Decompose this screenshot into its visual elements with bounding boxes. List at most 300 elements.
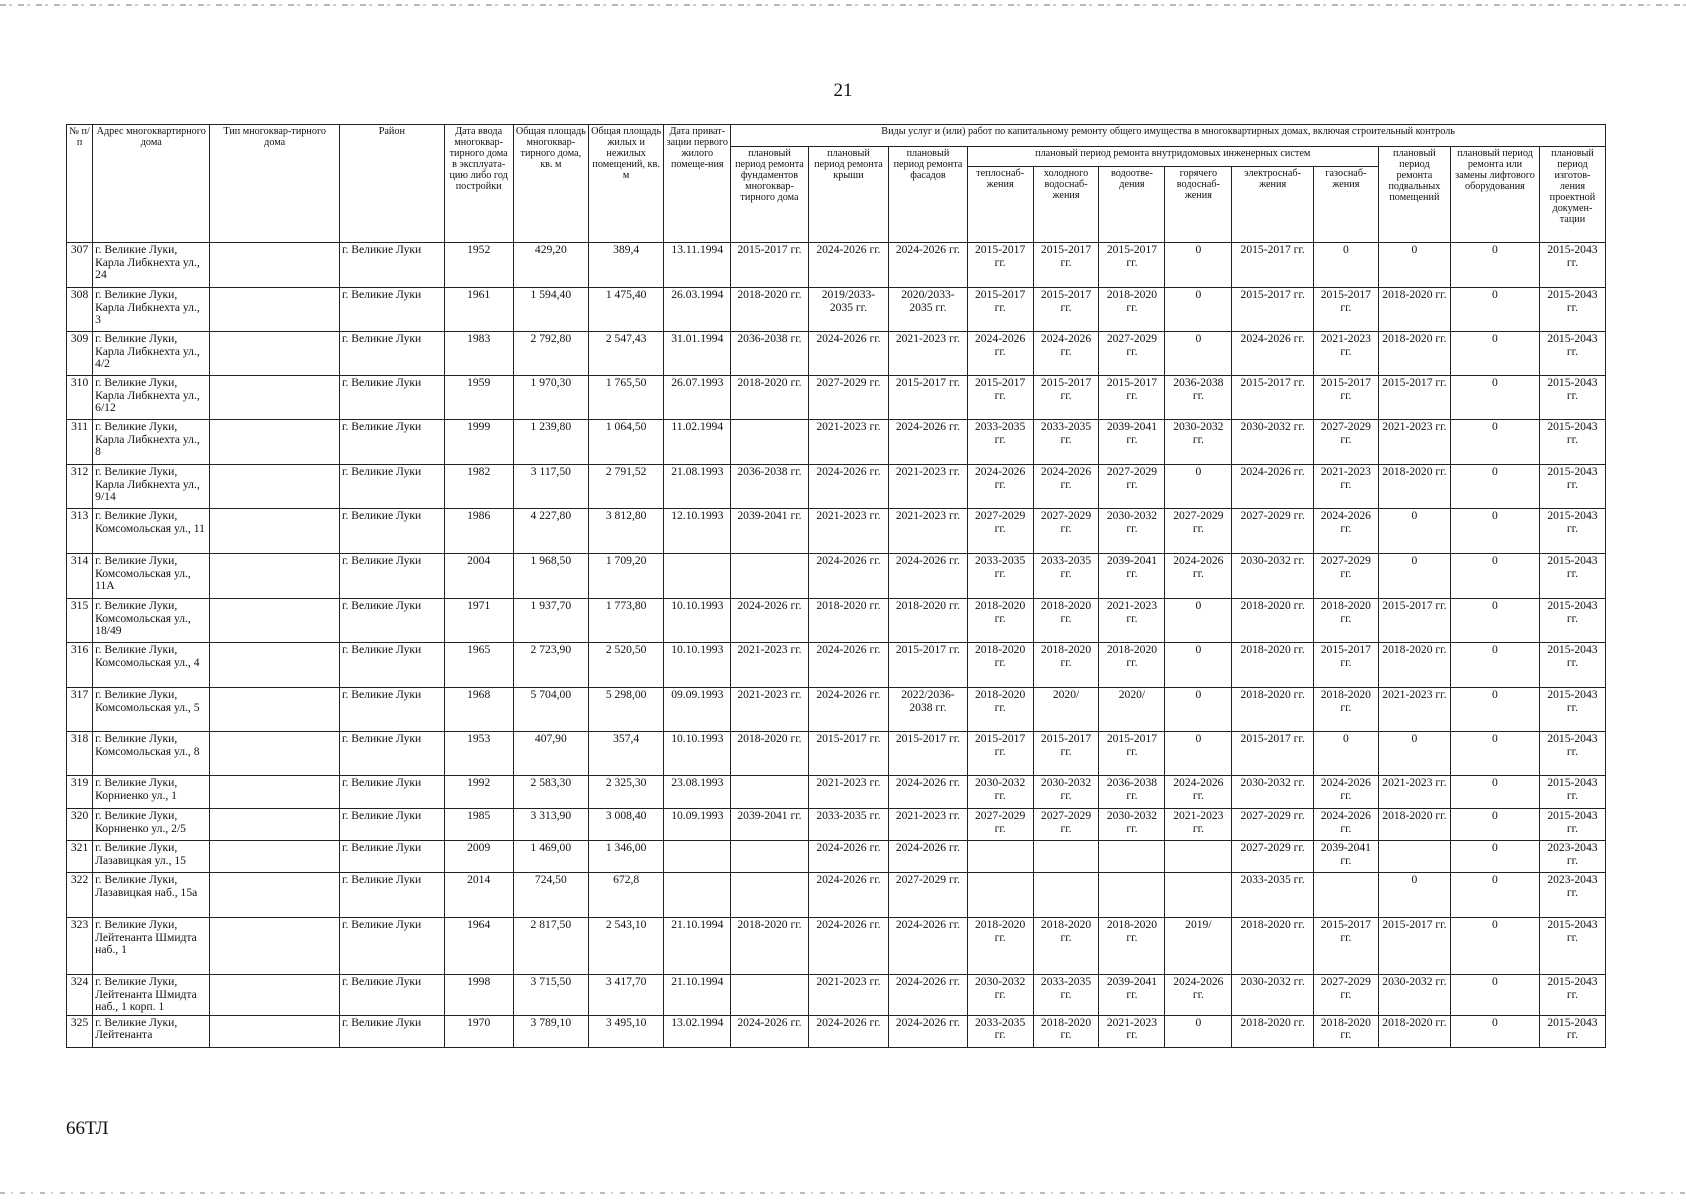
table-row <box>67 776 1606 809</box>
header-commission: Дата ввода многоквар-тирного дома в эксплуата-цию либо год постройки <box>444 125 513 243</box>
cell-n: 314 <box>67 554 93 599</box>
cell-year: 1982 <box>444 465 513 509</box>
cell-address: г. Великие Луки, Лейтенанта Шмидта наб., 1 корп. 1 <box>93 975 210 1016</box>
cell-living-area: 3 495,10 <box>589 1015 664 1047</box>
cell-drainage: 2030-2032 гг. <box>1099 509 1165 554</box>
cell-hot-water: 2021-2023 гг. <box>1165 809 1232 841</box>
cell-design-docs: 2015-2043 гг. <box>1539 688 1605 732</box>
cell-cold-water: 2033-2035 гг. <box>1033 420 1099 465</box>
cell-hot-water <box>1165 873 1232 918</box>
cell-privatization: 11.02.1994 <box>664 420 731 465</box>
cell-cold-water: 2027-2029 гг. <box>1033 809 1099 841</box>
cell-cold-water: 2027-2029 гг. <box>1033 509 1099 554</box>
cell-electric: 2015-2017 гг. <box>1232 243 1314 288</box>
header-electric: электроснаб-жения <box>1232 167 1314 243</box>
cell-district: г. Великие Луки <box>340 288 445 332</box>
cell-roof: 2027-2029 гг. <box>808 376 889 420</box>
table-row <box>67 643 1606 688</box>
table-row <box>67 243 1606 288</box>
header-living-area: Общая площадь жилых и нежилых помещений, кв. м <box>589 125 664 243</box>
cell-hot-water: 0 <box>1165 288 1232 332</box>
cell-heating: 2015-2017 гг. <box>967 288 1033 332</box>
cell-foundation: 2021-2023 гг. <box>731 643 808 688</box>
cell-total-area: 724,50 <box>513 873 588 918</box>
cell-electric: 2030-2032 гг. <box>1232 420 1314 465</box>
cell-heating: 2030-2032 гг. <box>967 975 1033 1016</box>
cell-n: 310 <box>67 376 93 420</box>
cell-n: 319 <box>67 776 93 809</box>
cell-design-docs: 2015-2043 гг. <box>1539 975 1605 1016</box>
cell-type <box>210 332 340 376</box>
cell-year: 1999 <box>444 420 513 465</box>
cell-elevator: 0 <box>1450 420 1539 465</box>
header-district: Район <box>340 125 445 243</box>
header-privatization: Дата приват-зации первого жилого помеще-ния <box>664 125 731 243</box>
cell-foundation: 2018-2020 гг. <box>731 376 808 420</box>
cell-basement: 2018-2020 гг. <box>1378 1015 1450 1047</box>
cell-hot-water: 2024-2026 гг. <box>1165 975 1232 1016</box>
cell-drainage: 2015-2017 гг. <box>1099 732 1165 776</box>
header-design-docs: плановый период изготов-ления проектной докумен-тации <box>1539 147 1605 243</box>
cell-address: г. Великие Луки, Корниенко ул., 2/5 <box>93 809 210 841</box>
cell-foundation <box>731 554 808 599</box>
cell-foundation: 2036-2038 гг. <box>731 332 808 376</box>
cell-drainage: 2027-2029 гг. <box>1099 465 1165 509</box>
cell-type <box>210 420 340 465</box>
cell-roof: 2015-2017 гг. <box>808 732 889 776</box>
cell-address: г. Великие Луки, Карла Либкнехта ул., 4/2 <box>93 332 210 376</box>
cell-total-area: 1 469,00 <box>513 841 588 873</box>
header-works-group: Виды услуг и (или) работ по капитальному ремонту общего имущества в многоквартирных домах, включая строительный контроль <box>731 125 1606 147</box>
cell-facade: 2021-2023 гг. <box>889 332 967 376</box>
cell-facade: 2022/2036-2038 гг. <box>889 688 967 732</box>
cell-n: 308 <box>67 288 93 332</box>
cell-living-area: 2 791,52 <box>589 465 664 509</box>
cell-district: г. Великие Луки <box>340 873 445 918</box>
cell-design-docs: 2015-2043 гг. <box>1539 918 1605 975</box>
cell-total-area: 3 313,90 <box>513 809 588 841</box>
cell-total-area: 3 117,50 <box>513 465 588 509</box>
cell-total-area: 1 937,70 <box>513 599 588 643</box>
cell-elevator: 0 <box>1450 873 1539 918</box>
cell-total-area: 407,90 <box>513 732 588 776</box>
cell-n: 320 <box>67 809 93 841</box>
table-row <box>67 376 1606 420</box>
table-row <box>67 841 1606 873</box>
cell-hot-water <box>1165 841 1232 873</box>
cell-basement: 0 <box>1378 243 1450 288</box>
cell-living-area: 1 765,50 <box>589 376 664 420</box>
header-heating: теплоснаб-жения <box>967 167 1033 243</box>
cell-privatization: 26.07.1993 <box>664 376 731 420</box>
cell-elevator: 0 <box>1450 643 1539 688</box>
header-hot-water: горячего водоснаб-жения <box>1165 167 1232 243</box>
cell-hot-water: 0 <box>1165 1015 1232 1047</box>
cell-district: г. Великие Луки <box>340 918 445 975</box>
cell-foundation: 2015-2017 гг. <box>731 243 808 288</box>
cell-roof: 2021-2023 гг. <box>808 509 889 554</box>
cell-type <box>210 688 340 732</box>
cell-electric: 2018-2020 гг. <box>1232 918 1314 975</box>
cell-privatization <box>664 873 731 918</box>
cell-cold-water: 2018-2020 гг. <box>1033 918 1099 975</box>
cell-roof: 2024-2026 гг. <box>808 841 889 873</box>
cell-year: 2004 <box>444 554 513 599</box>
cell-address: г. Великие Луки, Корниенко ул., 1 <box>93 776 210 809</box>
cell-district: г. Великие Луки <box>340 776 445 809</box>
table-row <box>67 809 1606 841</box>
cell-drainage: 2039-2041 гг. <box>1099 554 1165 599</box>
cell-year: 1968 <box>444 688 513 732</box>
cell-cold-water: 2024-2026 гг. <box>1033 332 1099 376</box>
cell-hot-water: 0 <box>1165 599 1232 643</box>
cell-design-docs: 2015-2043 гг. <box>1539 599 1605 643</box>
cell-elevator: 0 <box>1450 1015 1539 1047</box>
cell-electric: 2024-2026 гг. <box>1232 332 1314 376</box>
cell-roof: 2033-2035 гг. <box>808 809 889 841</box>
cell-district: г. Великие Луки <box>340 465 445 509</box>
cell-design-docs: 2015-2043 гг. <box>1539 465 1605 509</box>
cell-type <box>210 1015 340 1047</box>
cell-gas <box>1313 873 1378 918</box>
cell-hot-water: 2036-2038 гг. <box>1165 376 1232 420</box>
cell-hot-water: 2027-2029 гг. <box>1165 509 1232 554</box>
cell-privatization: 21.08.1993 <box>664 465 731 509</box>
cell-address: г. Великие Луки, Карла Либкнехта ул., 9/14 <box>93 465 210 509</box>
cell-cold-water <box>1033 873 1099 918</box>
cell-design-docs: 2015-2043 гг. <box>1539 643 1605 688</box>
cell-type <box>210 975 340 1016</box>
cell-year: 1961 <box>444 288 513 332</box>
cell-privatization: 13.11.1994 <box>664 243 731 288</box>
cell-gas: 2027-2029 гг. <box>1313 975 1378 1016</box>
cell-roof: 2024-2026 гг. <box>808 918 889 975</box>
cell-gas: 2015-2017 гг. <box>1313 376 1378 420</box>
cell-living-area: 2 520,50 <box>589 643 664 688</box>
header-total-area: Общая площадь многоквар-тирного дома, кв. м <box>513 125 588 243</box>
cell-living-area: 1 064,50 <box>589 420 664 465</box>
header-gas: газоснаб-жения <box>1313 167 1378 243</box>
cell-foundation: 2039-2041 гг. <box>731 509 808 554</box>
cell-drainage: 2020/ <box>1099 688 1165 732</box>
cell-living-area: 3 008,40 <box>589 809 664 841</box>
cell-year: 1998 <box>444 975 513 1016</box>
cell-district: г. Великие Луки <box>340 643 445 688</box>
cell-design-docs: 2015-2043 гг. <box>1539 243 1605 288</box>
cell-district: г. Великие Луки <box>340 841 445 873</box>
cell-district: г. Великие Луки <box>340 332 445 376</box>
header-roof: плановый период ремонта крыши <box>808 147 889 243</box>
cell-cold-water: 2015-2017 гг. <box>1033 243 1099 288</box>
cell-elevator: 0 <box>1450 688 1539 732</box>
header-type: Тип многоквар-тирного дома <box>210 125 340 243</box>
cell-living-area: 3 812,80 <box>589 509 664 554</box>
cell-design-docs: 2015-2043 гг. <box>1539 776 1605 809</box>
cell-design-docs: 2015-2043 гг. <box>1539 732 1605 776</box>
table-row <box>67 599 1606 643</box>
cell-total-area: 2 583,30 <box>513 776 588 809</box>
cell-living-area: 2 325,30 <box>589 776 664 809</box>
cell-design-docs: 2015-2043 гг. <box>1539 288 1605 332</box>
cell-electric: 2015-2017 гг. <box>1232 732 1314 776</box>
cell-electric: 2030-2032 гг. <box>1232 554 1314 599</box>
cell-hot-water: 0 <box>1165 643 1232 688</box>
cell-electric: 2018-2020 гг. <box>1232 599 1314 643</box>
cell-hot-water: 2030-2032 гг. <box>1165 420 1232 465</box>
cell-year: 1959 <box>444 376 513 420</box>
cell-foundation: 2039-2041 гг. <box>731 809 808 841</box>
cell-roof: 2021-2023 гг. <box>808 975 889 1016</box>
cell-heating: 2015-2017 гг. <box>967 243 1033 288</box>
cell-design-docs: 2015-2043 гг. <box>1539 376 1605 420</box>
table-row <box>67 688 1606 732</box>
cell-type <box>210 465 340 509</box>
cell-facade: 2024-2026 гг. <box>889 975 967 1016</box>
cell-drainage: 2021-2023 гг. <box>1099 599 1165 643</box>
cell-electric: 2027-2029 гг. <box>1232 509 1314 554</box>
cell-district: г. Великие Луки <box>340 732 445 776</box>
cell-facade: 2015-2017 гг. <box>889 643 967 688</box>
cell-facade: 2024-2026 гг. <box>889 420 967 465</box>
cell-year: 2009 <box>444 841 513 873</box>
cell-foundation: 2018-2020 гг. <box>731 732 808 776</box>
cell-total-area: 429,20 <box>513 243 588 288</box>
cell-privatization: 10.10.1993 <box>664 643 731 688</box>
cell-basement: 2015-2017 гг. <box>1378 918 1450 975</box>
cell-total-area: 1 970,30 <box>513 376 588 420</box>
table-row <box>67 332 1606 376</box>
cell-electric: 2018-2020 гг. <box>1232 1015 1314 1047</box>
cell-electric: 2015-2017 гг. <box>1232 376 1314 420</box>
cell-elevator: 0 <box>1450 809 1539 841</box>
cell-cold-water: 2018-2020 гг. <box>1033 599 1099 643</box>
cell-hot-water: 2019/ <box>1165 918 1232 975</box>
cell-basement: 2018-2020 гг. <box>1378 332 1450 376</box>
cell-n: 309 <box>67 332 93 376</box>
cell-roof: 2019/2033-2035 гг. <box>808 288 889 332</box>
cell-district: г. Великие Луки <box>340 509 445 554</box>
cell-address: г. Великие Луки, Лейтенанта <box>93 1015 210 1047</box>
cell-drainage: 2018-2020 гг. <box>1099 918 1165 975</box>
cell-district: г. Великие Луки <box>340 1015 445 1047</box>
cell-total-area: 2 792,80 <box>513 332 588 376</box>
cell-elevator: 0 <box>1450 243 1539 288</box>
cell-heating: 2018-2020 гг. <box>967 599 1033 643</box>
cell-n: 313 <box>67 509 93 554</box>
cell-cold-water: 2033-2035 гг. <box>1033 554 1099 599</box>
cell-gas: 2018-2020 гг. <box>1313 599 1378 643</box>
cell-cold-water: 2024-2026 гг. <box>1033 465 1099 509</box>
scan-edge-top <box>0 4 1686 6</box>
cell-elevator: 0 <box>1450 554 1539 599</box>
cell-drainage: 2018-2020 гг. <box>1099 643 1165 688</box>
cell-cold-water: 2015-2017 гг. <box>1033 288 1099 332</box>
cell-elevator: 0 <box>1450 918 1539 975</box>
cell-type <box>210 554 340 599</box>
cell-living-area: 357,4 <box>589 732 664 776</box>
cell-drainage: 2021-2023 гг. <box>1099 1015 1165 1047</box>
cell-type <box>210 809 340 841</box>
header-facade: плановый период ремонта фасадов <box>889 147 967 243</box>
cell-gas: 2018-2020 гг. <box>1313 688 1378 732</box>
cell-facade: 2015-2017 гг. <box>889 732 967 776</box>
cell-facade: 2015-2017 гг. <box>889 376 967 420</box>
cell-hot-water: 0 <box>1165 332 1232 376</box>
cell-gas: 2021-2023 гг. <box>1313 465 1378 509</box>
cell-type <box>210 776 340 809</box>
cell-electric: 2018-2020 гг. <box>1232 643 1314 688</box>
cell-year: 1986 <box>444 509 513 554</box>
cell-privatization: 10.09.1993 <box>664 809 731 841</box>
cell-privatization: 13.02.1994 <box>664 1015 731 1047</box>
cell-gas: 0 <box>1313 243 1378 288</box>
cell-facade: 2021-2023 гг. <box>889 809 967 841</box>
cell-type <box>210 841 340 873</box>
cell-privatization: 10.10.1993 <box>664 732 731 776</box>
cell-total-area: 3 715,50 <box>513 975 588 1016</box>
cell-hot-water: 2024-2026 гг. <box>1165 776 1232 809</box>
cell-facade: 2024-2026 гг. <box>889 554 967 599</box>
cell-type <box>210 509 340 554</box>
header-n: № п/п <box>67 125 93 243</box>
cell-n: 316 <box>67 643 93 688</box>
table-header <box>67 125 1606 243</box>
cell-n: 312 <box>67 465 93 509</box>
header-basement: плановый период ремонта подвальных помещений <box>1378 147 1450 243</box>
cell-type <box>210 599 340 643</box>
cell-address: г. Великие Луки, Комсомольская ул., 4 <box>93 643 210 688</box>
table-row <box>67 554 1606 599</box>
cell-heating: 2027-2029 гг. <box>967 509 1033 554</box>
cell-n: 317 <box>67 688 93 732</box>
cell-basement: 0 <box>1378 873 1450 918</box>
cell-address: г. Великие Луки, Карла Либкнехта ул., 8 <box>93 420 210 465</box>
cell-total-area: 3 789,10 <box>513 1015 588 1047</box>
cell-facade: 2024-2026 гг. <box>889 776 967 809</box>
cell-type <box>210 918 340 975</box>
table-body <box>67 243 1606 1048</box>
header-engineering-group: плановый период ремонта внутридомовых инженерных систем <box>967 147 1378 167</box>
cell-total-area: 2 723,90 <box>513 643 588 688</box>
cell-basement: 0 <box>1378 732 1450 776</box>
cell-living-area: 3 417,70 <box>589 975 664 1016</box>
cell-gas: 2018-2020 гг. <box>1313 1015 1378 1047</box>
cell-living-area: 2 543,10 <box>589 918 664 975</box>
cell-roof: 2024-2026 гг. <box>808 243 889 288</box>
table-row <box>67 465 1606 509</box>
cell-year: 1992 <box>444 776 513 809</box>
cell-district: г. Великие Луки <box>340 809 445 841</box>
cell-foundation: 2018-2020 гг. <box>731 918 808 975</box>
cell-year: 2014 <box>444 873 513 918</box>
table-row <box>67 1015 1606 1047</box>
cell-address: г. Великие Луки, Лазавицкая ул., 15 <box>93 841 210 873</box>
cell-privatization: 10.10.1993 <box>664 599 731 643</box>
cell-cold-water: 2015-2017 гг. <box>1033 732 1099 776</box>
cell-electric: 2030-2032 гг. <box>1232 975 1314 1016</box>
cell-total-area: 1 594,40 <box>513 288 588 332</box>
table-row <box>67 732 1606 776</box>
cell-heating <box>967 841 1033 873</box>
cell-heating: 2018-2020 гг. <box>967 918 1033 975</box>
cell-roof: 2024-2026 гг. <box>808 1015 889 1047</box>
cell-hot-water: 0 <box>1165 688 1232 732</box>
cell-design-docs: 2015-2043 гг. <box>1539 332 1605 376</box>
cell-basement: 0 <box>1378 554 1450 599</box>
cell-living-area: 2 547,43 <box>589 332 664 376</box>
cell-facade: 2024-2026 гг. <box>889 243 967 288</box>
cell-address: г. Великие Луки, Комсомольская ул., 11 <box>93 509 210 554</box>
cell-type <box>210 643 340 688</box>
cell-n: 325 <box>67 1015 93 1047</box>
cell-district: г. Великие Луки <box>340 599 445 643</box>
cell-electric: 2024-2026 гг. <box>1232 465 1314 509</box>
cell-privatization: 12.10.1993 <box>664 509 731 554</box>
cell-drainage: 2039-2041 гг. <box>1099 975 1165 1016</box>
header-cold-water: холодного водоснаб-жения <box>1033 167 1099 243</box>
cell-heating: 2033-2035 гг. <box>967 420 1033 465</box>
cell-heating: 2018-2020 гг. <box>967 688 1033 732</box>
cell-foundation: 2021-2023 гг. <box>731 688 808 732</box>
cell-gas: 2015-2017 гг. <box>1313 918 1378 975</box>
cell-drainage <box>1099 841 1165 873</box>
table-row <box>67 509 1606 554</box>
cell-year: 1970 <box>444 1015 513 1047</box>
cell-elevator: 0 <box>1450 509 1539 554</box>
cell-basement: 2015-2017 гг. <box>1378 599 1450 643</box>
cell-drainage <box>1099 873 1165 918</box>
cell-roof: 2024-2026 гг. <box>808 688 889 732</box>
cell-n: 311 <box>67 420 93 465</box>
cell-privatization: 09.09.1993 <box>664 688 731 732</box>
cell-living-area: 1 773,80 <box>589 599 664 643</box>
cell-address: г. Великие Луки, Карла Либкнехта ул., 3 <box>93 288 210 332</box>
cell-design-docs: 2023-2043 гг. <box>1539 841 1605 873</box>
cell-elevator: 0 <box>1450 841 1539 873</box>
header-drainage: водоотве-дения <box>1099 167 1165 243</box>
table-row <box>67 420 1606 465</box>
cell-elevator: 0 <box>1450 465 1539 509</box>
cell-address: г. Великие Луки, Комсомольская ул., 5 <box>93 688 210 732</box>
cell-heating: 2015-2017 гг. <box>967 732 1033 776</box>
cell-total-area: 2 817,50 <box>513 918 588 975</box>
cell-living-area: 5 298,00 <box>589 688 664 732</box>
cell-roof: 2024-2026 гг. <box>808 554 889 599</box>
cell-type <box>210 873 340 918</box>
cell-gas: 2024-2026 гг. <box>1313 776 1378 809</box>
table-row <box>67 288 1606 332</box>
cell-foundation <box>731 873 808 918</box>
cell-design-docs: 2015-2043 гг. <box>1539 554 1605 599</box>
cell-foundation <box>731 975 808 1016</box>
cell-address: г. Великие Луки, Комсомольская ул., 11А <box>93 554 210 599</box>
table-row <box>67 975 1606 1016</box>
cell-living-area: 672,8 <box>589 873 664 918</box>
cell-n: 322 <box>67 873 93 918</box>
cell-district: г. Великие Луки <box>340 554 445 599</box>
cell-gas: 0 <box>1313 732 1378 776</box>
cell-year: 1965 <box>444 643 513 688</box>
cell-elevator: 0 <box>1450 332 1539 376</box>
cell-total-area: 4 227,80 <box>513 509 588 554</box>
cell-year: 1971 <box>444 599 513 643</box>
cell-basement: 2018-2020 гг. <box>1378 288 1450 332</box>
cell-privatization: 21.10.1994 <box>664 975 731 1016</box>
cell-design-docs: 2023-2043 гг. <box>1539 873 1605 918</box>
cell-basement: 2021-2023 гг. <box>1378 688 1450 732</box>
cell-address: г. Великие Луки, Комсомольская ул., 18/49 <box>93 599 210 643</box>
footer-code: 66ТЛ <box>66 1118 109 1139</box>
